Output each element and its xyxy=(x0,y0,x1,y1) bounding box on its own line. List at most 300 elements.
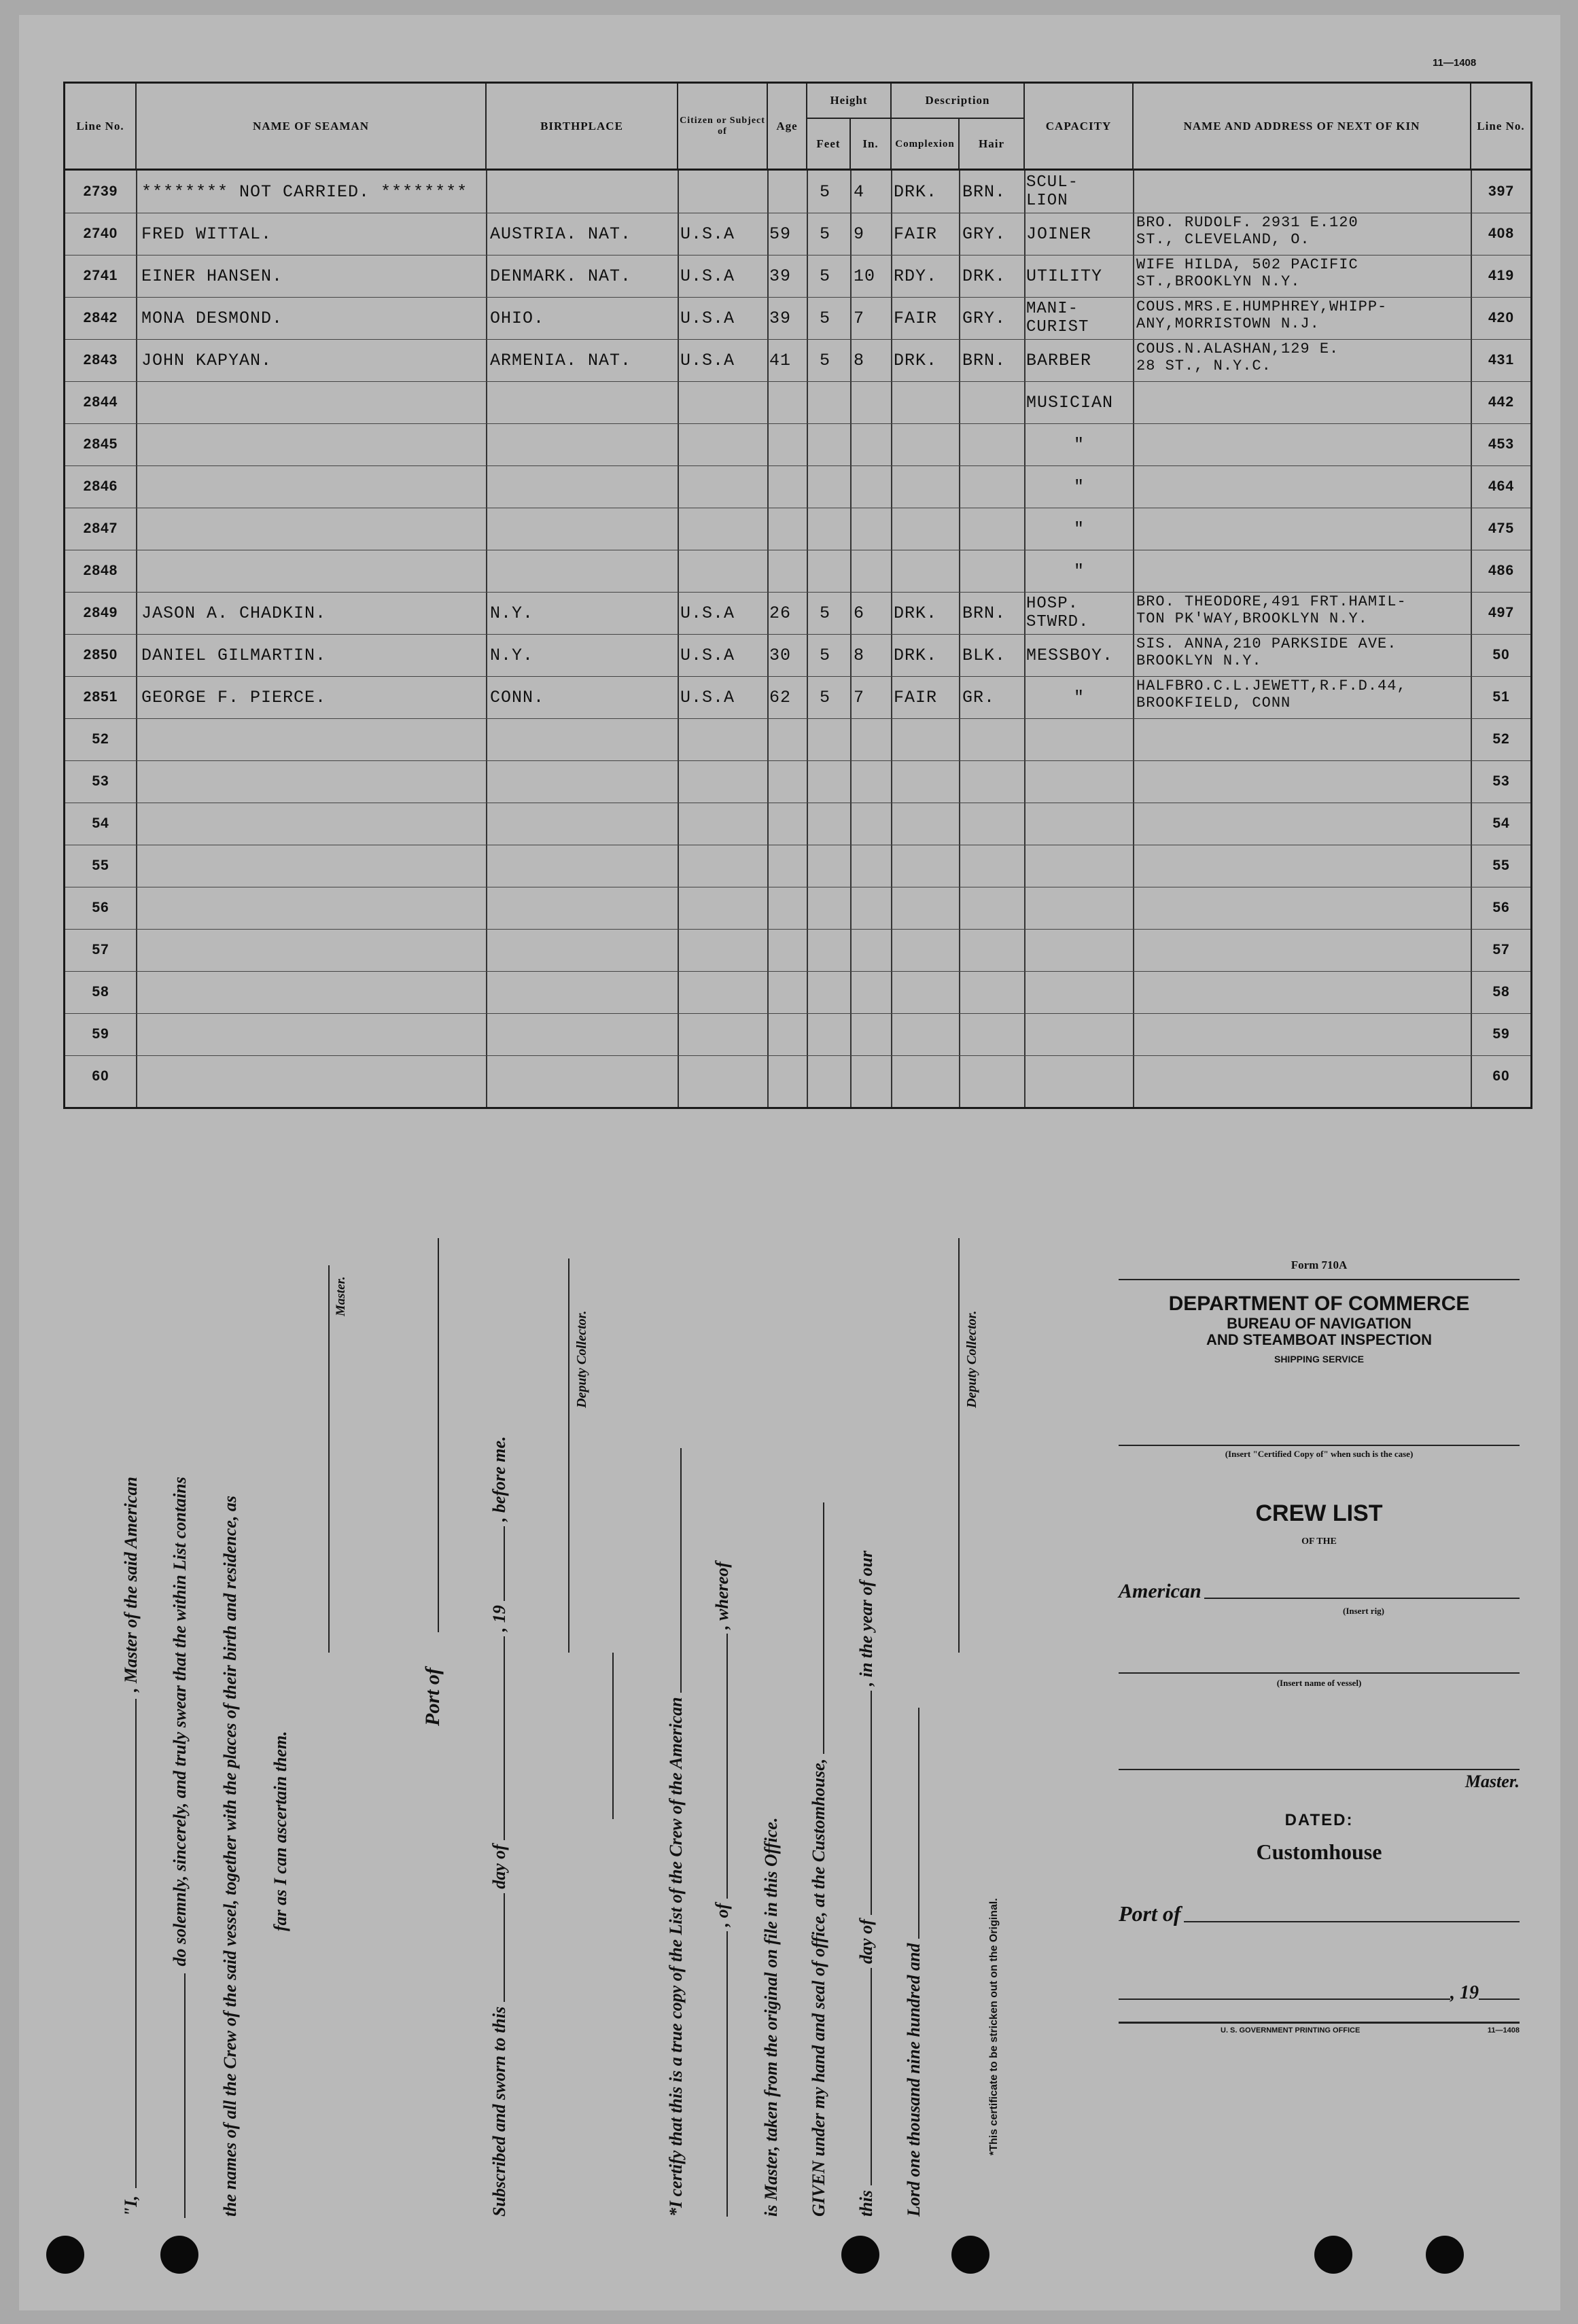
header-next-of-kin: NAME AND ADDRESS OF NEXT OF KIN xyxy=(1134,84,1471,171)
cell-citizen xyxy=(680,718,767,760)
cell-capacity xyxy=(1026,718,1132,760)
cell-capacity xyxy=(1026,1055,1132,1097)
cell-age: 30 xyxy=(769,645,792,665)
cell-citizen xyxy=(680,971,767,1013)
cell-birthplace: ARMENIA. NAT. xyxy=(490,350,632,370)
certified-copy-blank xyxy=(1119,1445,1520,1446)
capacity-line-1: MESSBOY. xyxy=(1026,645,1114,665)
capacity-line-2: LION xyxy=(1026,192,1068,210)
cell-seaman-name xyxy=(141,381,485,423)
kin-line-2: TON PK'WAY,BROOKLYN N.Y. xyxy=(1136,610,1368,627)
cell-age xyxy=(769,1055,807,1097)
table-row xyxy=(65,171,1530,213)
cell-age xyxy=(769,887,807,929)
cell-feet xyxy=(820,1055,849,1097)
cell-capacity xyxy=(1026,213,1132,255)
capacity-line-1: " xyxy=(1073,434,1085,455)
cell-capacity xyxy=(1026,845,1132,887)
cell-complexion xyxy=(894,718,959,760)
cell-next-of-kin xyxy=(1136,718,1469,762)
cell-inches xyxy=(854,550,890,592)
cell-capacity xyxy=(1026,592,1132,634)
cell-birthplace xyxy=(490,971,677,1013)
cell-citizen xyxy=(680,929,767,971)
cell-hair: BRN. xyxy=(962,350,1006,370)
cell-capacity xyxy=(1026,550,1132,592)
table-row xyxy=(65,887,1530,929)
cell-hair: GRY. xyxy=(962,224,1006,244)
cell-seaman-name xyxy=(141,508,485,550)
header-line-no: Line No. xyxy=(65,84,137,171)
cell-birthplace xyxy=(490,845,677,887)
cell-inches: 7 xyxy=(854,308,865,328)
deputy-collector2-label: Deputy Collector. xyxy=(964,1310,979,1408)
cell-complexion xyxy=(894,803,959,845)
cover-label xyxy=(1119,1258,1520,2035)
capacity-line-1: " xyxy=(1073,476,1085,497)
cell-line-no-right: 50 xyxy=(1492,647,1510,663)
kin-line-1: COUS.MRS.E.HUMPHREY,WHIPP- xyxy=(1136,298,1388,315)
cell-feet: 5 xyxy=(820,181,831,202)
cell-complexion: FAIR xyxy=(894,687,938,707)
cell-complexion xyxy=(894,465,959,508)
cell-line-no-right: 486 xyxy=(1488,563,1515,578)
cell-inches xyxy=(854,971,890,1013)
cell-hair xyxy=(962,718,1023,760)
cell-complexion xyxy=(894,1055,959,1097)
cell-age xyxy=(769,550,807,592)
rig-blank xyxy=(1204,1598,1520,1599)
certify-is-master: is Master, taken from the original on file in this Office. xyxy=(761,1817,781,2217)
cell-line-no: 2843 xyxy=(83,352,118,368)
cell-birthplace: OHIO. xyxy=(490,308,545,328)
cell-feet xyxy=(820,465,849,508)
cell-citizen: U.S.A xyxy=(680,687,735,707)
cell-hair xyxy=(962,803,1023,845)
cell-hair xyxy=(962,845,1023,887)
given-day-of: day of xyxy=(856,1919,876,1964)
cell-feet xyxy=(820,845,849,887)
table-row xyxy=(65,381,1530,423)
table-row xyxy=(65,845,1530,887)
cell-hair xyxy=(962,760,1023,803)
cell-citizen xyxy=(680,1055,767,1097)
cell-next-of-kin xyxy=(1136,971,1469,1015)
cell-birthplace xyxy=(490,718,677,760)
table-row xyxy=(65,971,1530,1013)
cell-complexion xyxy=(894,929,959,971)
cover-shipping-service: SHIPPING SERVICE xyxy=(1274,1354,1364,1365)
cell-inches xyxy=(854,845,890,887)
cell-complexion: FAIR xyxy=(894,224,938,244)
cell-hair xyxy=(962,971,1023,1013)
cell-complexion xyxy=(894,760,959,803)
table-row xyxy=(65,339,1530,381)
cert-line3: the names of all the Crew of the said vessel, together with the places of their birth and residence, as xyxy=(220,1496,240,2217)
cell-birthplace: N.Y. xyxy=(490,645,534,665)
cell-birthplace: N.Y. xyxy=(490,603,534,623)
cell-birthplace xyxy=(490,508,677,550)
cell-next-of-kin xyxy=(1136,171,1469,214)
cell-birthplace: AUSTRIA. NAT. xyxy=(490,224,632,244)
cover-bureau1: BUREAU OF NAVIGATION xyxy=(1227,1315,1412,1332)
cell-age xyxy=(769,171,807,213)
cell-inches xyxy=(854,718,890,760)
cell-next-of-kin xyxy=(1136,845,1469,888)
cell-line-no-right: 453 xyxy=(1488,436,1515,452)
cover-nineteen: , 19 xyxy=(1450,1982,1479,2003)
cell-hair: GR. xyxy=(962,687,996,707)
oath-port-blank xyxy=(438,1238,439,1632)
table-row xyxy=(65,803,1530,845)
cell-age: 41 xyxy=(769,350,792,370)
deputy-collector-label: Deputy Collector. xyxy=(574,1310,589,1408)
cell-birthplace xyxy=(490,550,677,592)
cover-bureau2: AND STEAMBOAT INSPECTION xyxy=(1206,1331,1433,1348)
cell-line-no: 2844 xyxy=(83,394,118,410)
table-row xyxy=(65,550,1530,592)
capacity-line-1: MANI- xyxy=(1026,300,1079,318)
cell-line-no: 60 xyxy=(92,1068,109,1084)
cell-line-no: 2845 xyxy=(83,436,118,452)
cell-line-no-right: 408 xyxy=(1488,226,1515,241)
cell-feet: 5 xyxy=(820,224,831,244)
cell-capacity xyxy=(1026,676,1132,718)
cell-birthplace xyxy=(490,171,677,213)
cell-hair xyxy=(962,1055,1023,1097)
cell-complexion: DRK. xyxy=(894,603,938,623)
header-height: Height xyxy=(807,84,892,119)
kin-line-2: 28 ST., N.Y.C. xyxy=(1136,357,1272,374)
cell-inches xyxy=(854,508,890,550)
kin-line-1: SIS. ANNA,210 PARKSIDE AVE. xyxy=(1136,635,1397,652)
master-signature-label: Master. xyxy=(334,1276,348,1316)
cell-citizen xyxy=(680,465,767,508)
cell-complexion xyxy=(894,550,959,592)
cell-next-of-kin xyxy=(1136,676,1469,720)
cell-capacity xyxy=(1026,929,1132,971)
cell-line-no-right: 442 xyxy=(1488,394,1515,410)
kin-line-1: BRO. THEODORE,491 FRT.HAMIL- xyxy=(1136,593,1407,610)
kin-line-2: ANY,MORRISTOWN N.J. xyxy=(1136,315,1320,332)
cell-age xyxy=(769,423,807,465)
table-row xyxy=(65,255,1530,297)
cell-line-no-right: 58 xyxy=(1492,984,1510,1000)
cell-line-no: 58 xyxy=(92,984,109,1000)
cell-seaman-name xyxy=(141,1055,485,1097)
cell-age xyxy=(769,803,807,845)
certify-line: *I certify that this is a true copy of the List of the Crew of the American xyxy=(666,1697,686,2217)
cell-next-of-kin xyxy=(1136,423,1469,467)
cell-birthplace: CONN. xyxy=(490,687,545,707)
header-hair: Hair xyxy=(960,119,1025,171)
cell-line-no-right: 53 xyxy=(1492,773,1510,789)
cover-dated: DATED: xyxy=(1284,1811,1354,1829)
cell-inches: 7 xyxy=(854,687,865,707)
table-row xyxy=(65,1013,1530,1055)
cell-seaman-name xyxy=(141,887,485,929)
cell-age xyxy=(769,465,807,508)
cell-birthplace xyxy=(490,423,677,465)
cell-feet: 5 xyxy=(820,687,831,707)
punch-hole xyxy=(951,2236,989,2274)
cell-birthplace xyxy=(490,465,677,508)
cell-line-no: 2739 xyxy=(83,183,118,199)
table-row xyxy=(65,508,1530,550)
cell-citizen xyxy=(680,1013,767,1055)
cell-inches: 10 xyxy=(854,266,876,286)
capacity-line-1: UTILITY xyxy=(1026,266,1103,286)
cell-feet xyxy=(820,508,849,550)
cell-inches xyxy=(854,887,890,929)
cell-capacity xyxy=(1026,297,1132,339)
cell-next-of-kin xyxy=(1136,297,1469,340)
capacity-line-1: " xyxy=(1073,687,1085,707)
header-capacity: CAPACITY xyxy=(1025,84,1134,171)
cell-line-no-right: 475 xyxy=(1488,521,1515,536)
cell-feet: 5 xyxy=(820,645,831,665)
capacity-line-1: JOINER xyxy=(1026,224,1092,244)
cell-line-no: 2851 xyxy=(83,689,118,705)
kin-line-2: BROOKFIELD, CONN xyxy=(1136,694,1291,711)
kin-line-2: ST., CLEVELAND, O. xyxy=(1136,231,1310,248)
punch-hole xyxy=(1314,2236,1352,2274)
cell-capacity xyxy=(1026,423,1132,465)
certify-of: , of xyxy=(712,1903,732,1927)
cell-line-no-right: 419 xyxy=(1488,268,1515,283)
header-birthplace: BIRTHPLACE xyxy=(487,84,678,171)
cell-seaman-name xyxy=(141,1013,485,1055)
cell-seaman-name xyxy=(141,845,485,887)
kin-line-1: HALFBRO.C.L.JEWETT,R.F.D.44, xyxy=(1136,677,1407,694)
cell-citizen: U.S.A xyxy=(680,350,735,370)
cell-line-no-right: 54 xyxy=(1492,815,1510,831)
table-row xyxy=(65,634,1530,676)
cell-citizen: U.S.A xyxy=(680,308,735,328)
cell-line-no-right: 57 xyxy=(1492,942,1510,957)
cell-capacity xyxy=(1026,465,1132,508)
header-citizen: Citizen or Subject of xyxy=(678,84,768,171)
cell-hair xyxy=(962,929,1023,971)
cell-capacity xyxy=(1026,634,1132,676)
header-line-no-right: Line No. xyxy=(1471,84,1530,171)
cell-feet xyxy=(820,971,849,1013)
cell-seaman-name: ******** NOT CARRIED. ******** xyxy=(141,181,468,202)
kin-line-1: WIFE HILDA, 502 PACIFIC xyxy=(1136,256,1358,273)
cell-age: 59 xyxy=(769,224,792,244)
cell-line-no: 2847 xyxy=(83,521,118,536)
kin-line-2: BROOKLYN N.Y. xyxy=(1136,652,1262,669)
cover-customhouse: Customhouse xyxy=(1256,1839,1382,1864)
cell-next-of-kin xyxy=(1136,929,1469,972)
oath-nineteen: , 19 xyxy=(489,1605,509,1632)
cell-capacity xyxy=(1026,760,1132,803)
header-name: NAME OF SEAMAN xyxy=(137,84,487,171)
cell-seaman-name xyxy=(141,929,485,971)
cell-hair: GRY. xyxy=(962,308,1006,328)
cover-date-blank xyxy=(1119,1999,1450,2000)
cell-feet xyxy=(820,381,849,423)
cell-line-no-right: 464 xyxy=(1488,478,1515,494)
cover-port-of: Port of xyxy=(1119,1901,1181,1926)
master-line xyxy=(1119,1769,1520,1770)
cell-age: 62 xyxy=(769,687,792,707)
capacity-line-1: BARBER xyxy=(1026,350,1092,370)
table-row xyxy=(65,465,1530,508)
header-feet: Feet xyxy=(807,119,851,171)
cell-citizen xyxy=(680,381,767,423)
header-complexion: Complexion xyxy=(892,119,960,171)
cell-line-no: 55 xyxy=(92,858,109,873)
cell-complexion: RDY. xyxy=(894,266,938,286)
cell-line-no: 2848 xyxy=(83,563,118,578)
capacity-line-2: STWRD. xyxy=(1026,613,1089,631)
cell-line-no: 2846 xyxy=(83,478,118,494)
cell-inches xyxy=(854,929,890,971)
cell-feet: 5 xyxy=(820,603,831,623)
cell-feet xyxy=(820,718,849,760)
cell-complexion: DRK. xyxy=(894,181,938,202)
cert-line1-suffix: , Master of the said American xyxy=(121,1477,141,1692)
cell-line-no: 2849 xyxy=(83,605,118,620)
cell-line-no-right: 60 xyxy=(1492,1068,1510,1084)
cell-citizen xyxy=(680,508,767,550)
cell-hair: DRK. xyxy=(962,266,1006,286)
cell-line-no-right: 497 xyxy=(1488,605,1515,620)
cell-inches xyxy=(854,803,890,845)
certificate-footnote: *This certificate to be stricken out on the Original. xyxy=(988,1898,1000,2155)
cell-age xyxy=(769,381,807,423)
cell-line-no-right: 59 xyxy=(1492,1026,1510,1042)
header-age: Age xyxy=(768,84,807,171)
cover-code: 11—1408 xyxy=(1487,2026,1520,2035)
cell-next-of-kin xyxy=(1136,592,1469,635)
punch-hole xyxy=(841,2236,879,2274)
cell-age: 26 xyxy=(769,603,792,623)
table-row xyxy=(65,1055,1530,1097)
cell-capacity xyxy=(1026,171,1132,213)
cell-birthplace xyxy=(490,803,677,845)
cell-complexion xyxy=(894,423,959,465)
cert-line1-prefix: "I, xyxy=(121,2195,141,2217)
cover-certified-note: (Insert "Certified Copy of" when such is the case) xyxy=(1225,1449,1414,1459)
cell-next-of-kin xyxy=(1136,465,1469,509)
kin-line-1: COUS.N.ALASHAN,129 E. xyxy=(1136,340,1339,357)
cell-age xyxy=(769,845,807,887)
cell-line-no-right: 51 xyxy=(1492,689,1510,705)
cell-inches: 6 xyxy=(854,603,865,623)
oath-before-me: , before me. xyxy=(489,1436,509,1522)
cell-inches xyxy=(854,1013,890,1055)
vessel-name-blank xyxy=(184,1973,186,2218)
cell-complexion xyxy=(894,381,959,423)
punch-hole xyxy=(160,2236,198,2274)
cell-seaman-name xyxy=(141,803,485,845)
crew-table xyxy=(63,82,1532,1109)
deputy2-signature-line xyxy=(958,1238,960,1653)
cell-hair xyxy=(962,887,1023,929)
cell-hair xyxy=(962,508,1023,550)
cert-line2: do solemnly, sincerely, and truly swear that the within List contains xyxy=(170,1477,190,1967)
cell-complexion: DRK. xyxy=(894,350,938,370)
cell-next-of-kin xyxy=(1136,1055,1469,1099)
cover-port-blank xyxy=(1184,1921,1520,1922)
cell-next-of-kin xyxy=(1136,1013,1469,1057)
cell-next-of-kin xyxy=(1136,760,1469,804)
capacity-line-1: " xyxy=(1073,518,1085,539)
cell-citizen: U.S.A xyxy=(680,645,735,665)
cover-printer: U. S. GOVERNMENT PRINTING OFFICE xyxy=(1221,2026,1361,2035)
cell-next-of-kin xyxy=(1136,550,1469,593)
cell-line-no: 53 xyxy=(92,773,109,789)
capacity-line-1: SCUL- xyxy=(1026,173,1079,192)
cell-hair: BRN. xyxy=(962,603,1006,623)
cell-next-of-kin xyxy=(1136,381,1469,425)
cell-hair xyxy=(962,465,1023,508)
cell-citizen xyxy=(680,550,767,592)
cell-seaman-name xyxy=(141,550,485,592)
cell-hair: BLK. xyxy=(962,645,1006,665)
cell-next-of-kin xyxy=(1136,339,1469,383)
cell-inches xyxy=(854,760,890,803)
cell-line-no-right: 52 xyxy=(1492,731,1510,747)
cell-inches xyxy=(854,381,890,423)
given-lord: Lord one thousand nine hundred and xyxy=(904,1943,924,2217)
cell-seaman-name: MONA DESMOND. xyxy=(141,308,283,328)
cell-line-no-right: 55 xyxy=(1492,858,1510,873)
cell-capacity xyxy=(1026,339,1132,381)
cell-age xyxy=(769,929,807,971)
cell-citizen xyxy=(680,845,767,887)
cell-line-no-right: 420 xyxy=(1488,310,1515,325)
cell-age xyxy=(769,971,807,1013)
cover-of-the: OF THE xyxy=(1301,1536,1337,1547)
cell-feet xyxy=(820,760,849,803)
oath-day-of: day of xyxy=(489,1844,509,1889)
cell-birthplace xyxy=(490,760,677,803)
cell-birthplace xyxy=(490,929,677,971)
table-row xyxy=(65,929,1530,971)
cover-insert-vessel: (Insert name of vessel) xyxy=(1276,1678,1362,1688)
cover-department: DEPARTMENT OF COMMERCE xyxy=(1168,1292,1470,1315)
oath-port-of-label: Port of xyxy=(421,1668,444,1726)
kin-line-1: BRO. RUDOLF. 2931 E.120 xyxy=(1136,214,1358,231)
cell-feet xyxy=(820,550,849,592)
cover-insert-rig: (Insert rig) xyxy=(1343,1606,1385,1616)
cell-feet xyxy=(820,887,849,929)
capacity-line-1: HOSP. xyxy=(1026,595,1079,613)
given-line: GIVEN under my hand and seal of office, at the Customhouse, xyxy=(809,1758,828,2217)
cell-seaman-name: JASON A. CHADKIN. xyxy=(141,603,327,623)
cell-line-no: 2740 xyxy=(83,226,118,241)
cell-capacity xyxy=(1026,971,1132,1013)
cell-capacity xyxy=(1026,381,1132,423)
cell-feet: 5 xyxy=(820,266,831,286)
master-name-blank xyxy=(135,1699,137,2188)
cell-hair xyxy=(962,1013,1023,1055)
cell-complexion xyxy=(894,508,959,550)
cell-complexion xyxy=(894,1013,959,1055)
cell-age xyxy=(769,508,807,550)
cell-inches: 8 xyxy=(854,350,865,370)
cell-inches: 8 xyxy=(854,645,865,665)
cell-seaman-name: JOHN KAPYAN. xyxy=(141,350,273,370)
cell-next-of-kin xyxy=(1136,255,1469,298)
cell-seaman-name: EINER HANSEN. xyxy=(141,266,283,286)
capacity-line-1: " xyxy=(1073,561,1085,581)
punch-hole xyxy=(46,2236,84,2274)
cell-line-no: 2850 xyxy=(83,647,118,663)
